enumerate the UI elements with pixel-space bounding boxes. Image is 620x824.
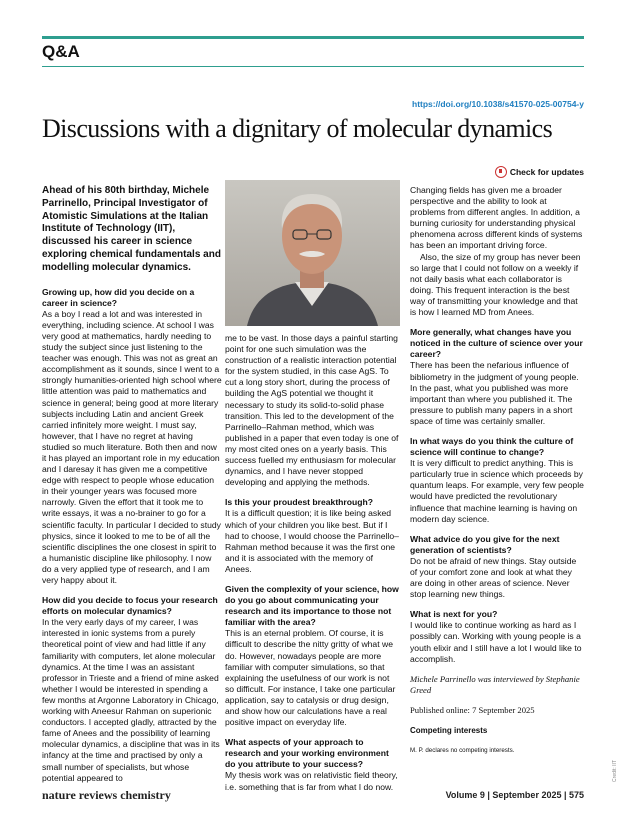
check-updates-icon: [495, 166, 507, 178]
question-4: Given the complexity of your science, how do you go about communicating your research and its importance to those not familiar with the area?: [225, 583, 399, 628]
answer-3: It is a difficult question; it is like being asked which of your children you like best. But if I had to choose, I would choose the Parrinello–Rahman method because it was the first one and it is associated with the memory of Anees.: [225, 508, 399, 574]
issue-info: Volume 9 | September 2025 | 575: [445, 790, 584, 800]
top-accent-bar: [42, 36, 584, 39]
answer-6: There has been the nefarious influence of bibliometry in the judgment of young people. In the past, what you published was more important than where you published it. The pressure to publish many papers in a short space of time was certainly smaller.: [410, 360, 579, 426]
section-label: Q&A: [42, 42, 80, 61]
question-5: What aspects of your approach to research and your working environment do you attribute to your success?: [225, 737, 389, 770]
photo-credit: Credit: IIT: [612, 760, 618, 782]
question-6: More generally, what changes have you noticed in the culture of science over your career?: [410, 327, 583, 360]
header-rule: [42, 66, 584, 67]
standfirst: Ahead of his 80th birthday, Michele Parrinello, Principal Investigator of Atomistic Simulations at the Italian Institute of Technology (IIT), discussed his career in science exploring chemical fundamentals and modelling molecular dynamics.: [42, 185, 221, 273]
portrait-photo: [225, 180, 400, 326]
check-updates-label: Check for updates: [509, 167, 584, 177]
answer-5-continued: Changing fields has given me a broader perspective and the ability to look at problems from different angles. In addition, a burning curiosity for understanding physical phenomena across different kinds of systems has been an important driving force.: [410, 185, 583, 251]
check-updates-button[interactable]: [495, 166, 584, 178]
question-9: What is next for you?: [410, 609, 498, 620]
column-middle: [225, 333, 400, 802]
question-7: In what ways do you think the culture of science will continue to change?: [410, 435, 574, 458]
answer-9: I would like to continue working as hard as I possibly can. Working with young people is a youth elixir and I still have a lot I would like to accomplish.: [410, 620, 582, 664]
answer-2: In the very early days of my career, I was interested in ionic systems from a purely theoretical point of view and had little if any familiarity with computers, let alone molecular dynamics. At the time I was an assistant professor in Trieste and a friend of mine asked whether I would be interested in spending a few months at Argonne Laboratory in Chicago, working with Aneesur Rahman on superionic conductors. I accepted gladly, attracted by the fame of Anees and the possibility of learning molecular dynamics, a discipline that was in its infancy at the time and practised by only a small number of specialists, but whose potential appeared to: [42, 617, 220, 783]
article-title: Discussions with a dignitary of molecular dynamics: [42, 114, 553, 143]
answer-5-paragraph-2: Also, the size of my group has never been so large that I could not follow on a weekly if not daily basis what each collaborator is doing. This frequent interaction is the best way of transmitting your knowledge and that is how I learned MD from Anees.: [410, 251, 581, 318]
question-3: Is this your proudest breakthrough?: [225, 497, 374, 508]
answer-7: It is very difficult to predict anything. This is particularly true in science which proceeds by quantum leaps. For example, very few people would have predicted the revolutionary influence that machine learning is having on modern day science.: [410, 458, 584, 524]
answer-1: As a boy I read a lot and was interested in everything, including science. At school I was very good at mathematics, hardly needing to study the subject since just listening to the teacher was enough. This was not as great an accomplishment as it sounds, since I went to a strongly humanities-oriented high school where little attention was paid to mathematics and science in general; being good at more literary subjects including Latin and ancient Greek carried infinitely more weight. I must say, however, that I have no regret at having studied so much literature. Both then and now it has played an important role in my education and I daresay it has given me a competitive edge with respect to people whose education in their younger years was focused more narrowly. Given the effort that it took me to write essays, it was a no-brainer to go for a scientific faculty. In particular I decided to study physics, since it looked to me to be of all the scientific disciplines the one closest in spirit to a humanistic discipline like philosophy. I now do a very applied type of research, and I am very happy about it.: [42, 308, 222, 586]
doi-link[interactable]: https://doi.org/10.1038/s41570-025-00754-y: [412, 99, 584, 109]
answer-8: Do not be afraid of new things. Stay outside of your comfort zone and look at what they are doing in other areas of science. Never stop learning new things.: [410, 555, 577, 600]
question-2: How did you decide to focus your research efforts on molecular dynamics?: [42, 595, 218, 617]
competing-interests-text: M. P. declares no competing interests.: [410, 747, 515, 755]
question-1: Growing up, how did you decide on a career in science?: [42, 286, 195, 308]
competing-interests-heading: Competing interests: [410, 726, 488, 736]
answer-4: This is an eternal problem. Of course, it is difficult to describe the nitty gritty of what we do. However, nowadays people are more familiar with computer simulations, so that explaining the usefulness of our work is not so difficult. For instance, I take one particular application, say to catalysis or drug design, and show how our calculations have a real positive impact on everyday life.: [225, 628, 396, 728]
column-left: [42, 185, 222, 793]
published-date: Published online: 7 September 2025: [410, 704, 535, 715]
question-8: What advice do you give for the next generation of scientists?: [410, 533, 560, 555]
journal-name: nature reviews chemistry: [42, 788, 171, 802]
answer-5: My thesis work was on relativistic field theory, i.e. something that is far from what I do now.: [225, 770, 398, 792]
column-right: [410, 185, 584, 765]
interview-credit: Michele Parrinello was interviewed by Stephanie Greed: [410, 673, 580, 695]
answer-2-continued: me to be vast. In those days a painful starting point for one such simulation was the construction of a realistic interaction potential for the system studied, in this case AgS. To cut a long story short, during the process of building the AgS potential we thought it necessary to study its solid-to-solid phase transition. This led to the development of the Parrinello–Rahman method, which was published in a paper that even today is one of my most cited ones on a yearly basis. This success fuelled my enthusiasm for molecular dynamics, and I have never stopped developing and applying the methods.: [225, 333, 399, 488]
